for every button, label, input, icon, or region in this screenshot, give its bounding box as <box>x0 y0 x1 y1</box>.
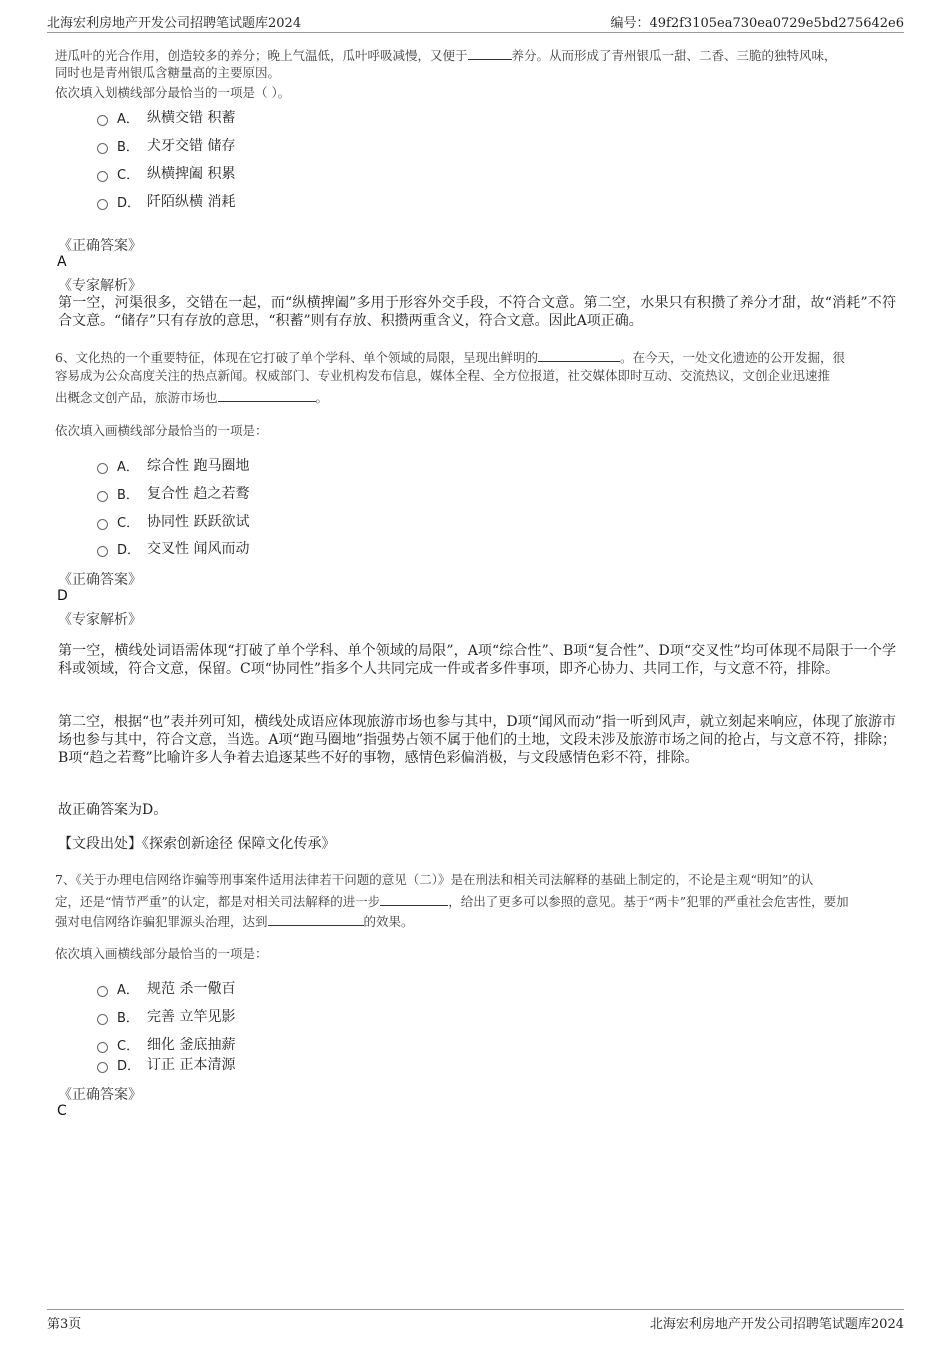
q6-analysis-label: 《专家解析》 <box>58 612 142 628</box>
document-code: 编号：49f2f3105ea730ea0729e5bd275642e6 <box>610 16 904 31</box>
q7-option-b[interactable]: B． 完善 立竿见影 <box>97 1006 235 1026</box>
q6-stem-line2: 容易成为公众高度关注的热点新闻。权威部门、专业机构发布信息，媒体全程、全方位报道，社交媒体即时互动、交流热议，文创企业迅速推 <box>55 368 831 383</box>
header-title: 北海宏利房地产开发公司招聘笔试题库2024 <box>47 16 302 31</box>
header-divider <box>47 32 904 33</box>
q6-option-a[interactable]: A． 综合性 跑马圈地 <box>97 455 249 475</box>
q5-prompt: 依次填入划横线部分最恰当的一项是（ ）。 <box>55 85 291 100</box>
q5-option-d[interactable]: D． 阡陌纵横 消耗 <box>97 191 235 211</box>
q7-stem-line2: 定，还是“情节严重”的认定，都是对相关司法解释的进一步 ，给出了更多可以参照的意见。基于“两卡”犯罪的严重社会危害性，要加 <box>55 891 900 911</box>
radio-icon[interactable] <box>97 171 108 182</box>
q5-answer-label: 《正确答案》 <box>58 238 142 254</box>
radio-icon[interactable] <box>97 143 108 154</box>
q7-option-d[interactable]: D． 订正 正本清源 <box>97 1054 235 1074</box>
q7-prompt: 依次填入画横线部分最恰当的一项是： <box>55 946 268 961</box>
radio-icon[interactable] <box>97 115 108 126</box>
page-number: 第3页 <box>47 1317 82 1332</box>
q6-analysis-p2: 第二空，根据“也”表并列可知，横线处成语应体现旅游市场也参与其中，D项“闻风而动”指一听到风声，就立刻起来响应，体现了旅游市场也参与其中，符合文意，当选。A项“跑马圈地”指强势占领不属于他们的土地，文段未涉及旅游市场之间的抢占，与文意不符，排除；B项“趋之若鹜”比喻许多人争着去追逐某些不好的事物，感情色彩偏消极，与文段感情色彩不符，排除。 <box>58 714 896 766</box>
q5-answer: A <box>57 254 67 270</box>
q6-blank-2 <box>218 387 316 402</box>
q6-stem-line3: 出概念文创产品，旅游市场也 。 <box>55 387 900 407</box>
q5-option-b[interactable]: B． 犬牙交错 储存 <box>97 135 235 155</box>
radio-icon[interactable] <box>97 199 108 210</box>
q7-blank-2 <box>268 911 364 926</box>
q6-analysis-p1: 第一空，横线处词语需体现“打破了单个学科、单个领域的局限”，A项“综合性”、B项“复合性”、D项“交叉性”均可体现不局限于一个学科或领域，符合文意，保留。C项“协同性”指多个人共同完成一件或者多件事项，即齐心协力、共同工作，与文意不符，排除。 <box>58 643 896 677</box>
footer-divider <box>47 1309 904 1310</box>
q7-answer-label: 《正确答案》 <box>58 1087 142 1103</box>
q7-blank-1 <box>380 891 448 906</box>
radio-icon[interactable] <box>97 1062 108 1073</box>
radio-icon[interactable] <box>97 546 108 557</box>
q5-analysis: 第一空，河渠很多，交错在一起，而“纵横捭阖”多用于形容外交手段，不符合文意。第二空，水果只有积攒了养分才甜，故“消耗”不符合文意。“储存”只有存放的意思，“积蓄”则有存放、积攒两重含义，符合文意。因此A项正确。 <box>58 295 896 329</box>
footer-title: 北海宏利房地产开发公司招聘笔试题库2024 <box>649 1317 904 1332</box>
radio-icon[interactable] <box>97 986 108 997</box>
radio-icon[interactable] <box>97 491 108 502</box>
q7-stem-line3: 强对电信网络诈骗犯罪源头治理，达到 的效果。 <box>55 911 900 931</box>
q5-option-a[interactable]: A． 纵横交错 积蓄 <box>97 107 235 127</box>
q5-blank-2 <box>468 45 512 60</box>
q5-option-c[interactable]: C． 纵横捭阖 积累 <box>97 163 235 183</box>
q6-option-c[interactable]: C． 协同性 跃跃欲试 <box>97 511 249 531</box>
q5-analysis-label: 《专家解析》 <box>58 278 142 294</box>
q6-option-d[interactable]: D． 交叉性 闻风而动 <box>97 538 249 558</box>
q5-stem-line2: 同时也是青州银瓜含糖量高的主要原因。 <box>55 65 281 80</box>
q6-stem-line1: 6、文化热的一个重要特征，体现在它打破了单个学科、单个领域的局限，呈现出鲜明的 。在今天，一处文化遗迹的公开发掘，很 <box>55 347 900 367</box>
q7-answer: C <box>57 1103 67 1119</box>
radio-icon[interactable] <box>97 519 108 530</box>
radio-icon[interactable] <box>97 1042 108 1053</box>
q6-answer-label: 《正确答案》 <box>58 572 142 588</box>
q6-blank-1 <box>538 347 620 362</box>
q5-stem-line1: 进瓜叶的光合作用，创造较多的养分；晚上气温低，瓜叶呼吸减慢，又便于 养分。从而形成了青州银瓜一甜、二香、三脆的独特风味， <box>55 45 900 65</box>
q7-option-a[interactable]: A． 规范 杀一儆百 <box>97 978 235 998</box>
radio-icon[interactable] <box>97 1014 108 1025</box>
q6-answer: D <box>57 588 68 604</box>
q7-stem-line1: 7、《关于办理电信网络诈骗等刑事案件适用法律若干问题的意见（二）》是在刑法和相关司法解释的基础上制定的，不论是主观“明知”的认 <box>55 872 814 887</box>
radio-icon[interactable] <box>97 463 108 474</box>
q6-source: 【文段出处】《探索创新途径 保障文化传承》 <box>58 836 336 852</box>
q7-option-c[interactable]: C． 细化 釜底抽薪 <box>97 1034 235 1054</box>
q6-prompt: 依次填入画横线部分最恰当的一项是： <box>55 423 268 438</box>
q6-analysis-p3: 故正确答案为D。 <box>58 802 168 818</box>
q6-option-b[interactable]: B． 复合性 趋之若鹜 <box>97 483 249 503</box>
